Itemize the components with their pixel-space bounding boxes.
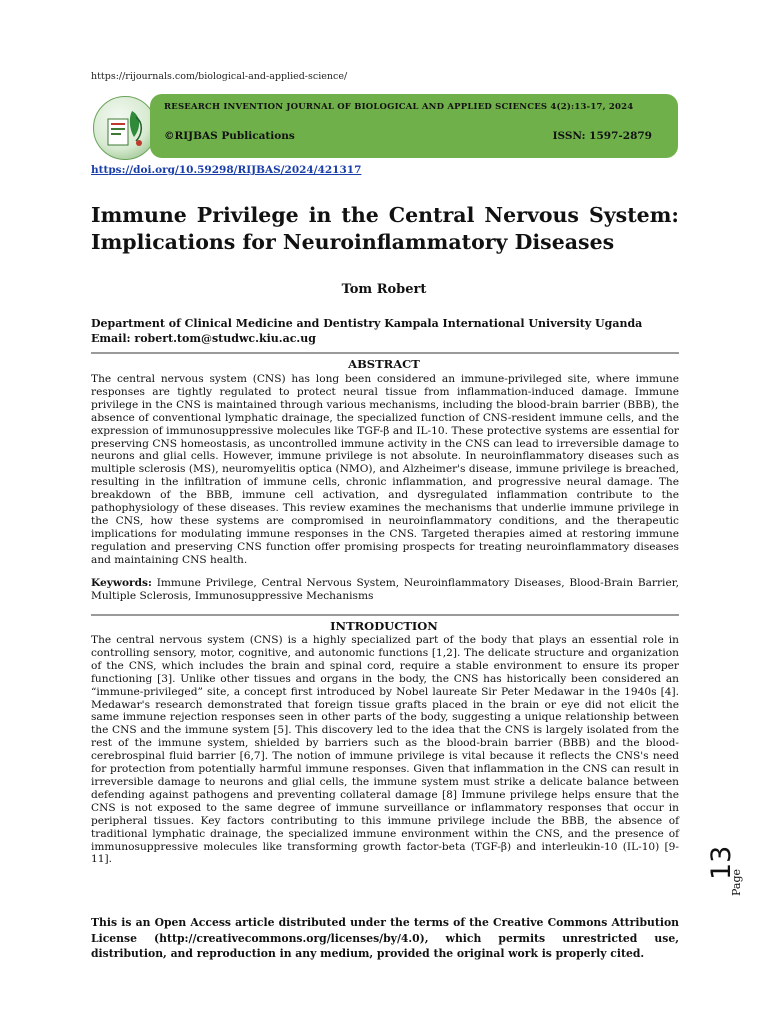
license-notice: This is an Open Access article distributed under the terms of the Creative Commons Attribution License (http://creativecommons.org/licenses/by/4.0), which permits unrestricted use, distribution, and reproduction in any medium, provided the original work is properly cited.	[91, 916, 679, 960]
publisher: ©RIJBAS Publications	[164, 130, 295, 142]
journal-banner	[150, 94, 678, 158]
author-name: Tom Robert	[341, 282, 427, 297]
page-label: Page	[730, 868, 743, 896]
doi-link[interactable]: https://doi.org/10.59298/RIJBAS/2024/421317	[91, 164, 362, 176]
abstract-text: The central nervous system (CNS) has long been considered an immune-privileged site, where immune responses are tightly regulated to protect neural tissue from inflammation-induced damage. Immune privilege in the CNS is maintained through various mechanisms, including the blood-brain barrier (BBB), the absence of conventional lymphatic drainage, the specialized function of CNS-resident immune cells, and the expression of immunosuppressive molecules like TGF-β and IL-10. These protective systems are essential for preserving CNS homeostasis, as uncontrolled immune activity in the CNS can lead to irreversible damage to neurons and glial cells. However, immune privilege is not absolute. In neuroinflammatory diseases such as multiple sclerosis (MS), neuromyelitis optica (NMO), and Alzheimer's disease, immune privilege is breached, resulting in the infiltration of immune cells, chronic inflammation, and progressive neural damage. The breakdown of the BBB, immune cell activation, and dysregulated inflammation contribute to the pathophysiology of these diseases. This review examines the mechanisms that underlie immune privilege in the CNS, how these systems are compromised in neuroinflammatory conditions, and the therapeutic implications for modulating immune responses in the CNS. Targeted therapies aimed at restoring immune regulation and preserving CNS function offer promising prospects for treating neuroinflammatory diseases and maintaining CNS health.	[91, 373, 679, 566]
keywords-list: Immune Privilege, Central Nervous System, Neuroinflammatory Diseases, Blood-Brain Barrier, Multiple Sclerosis, Immunosuppressive Mechanisms	[91, 577, 679, 602]
keywords	[91, 577, 679, 603]
page-number	[700, 830, 760, 900]
journal-name: RESEARCH INVENTION JOURNAL OF BIOLOGICAL AND APPLIED SCIENCES 4(2):13-17, 2024	[164, 102, 634, 112]
abstract-heading: ABSTRACT	[348, 357, 420, 371]
introduction-heading: INTRODUCTION	[330, 619, 438, 633]
issn: ISSN: 1597-2879	[552, 130, 652, 142]
article-title: Immune Privilege in the Central Nervous System: Implications for Neuroinflammatory Diseases	[91, 203, 679, 254]
journal-url[interactable]: https://rijournals.com/biological-and-applied-science/	[91, 71, 348, 82]
email: Email: robert.tom@studwc.kiu.ac.ug	[91, 332, 316, 345]
divider	[91, 614, 679, 616]
keywords-label: Keywords:	[91, 577, 152, 589]
affiliation	[91, 316, 679, 346]
page-number-value: 13	[706, 845, 737, 880]
divider	[91, 352, 679, 354]
department: Department of Clinical Medicine and Dentistry Kampala International University Uganda	[91, 317, 643, 330]
journal-logo	[93, 96, 157, 160]
introduction-text: The central nervous system (CNS) is a highly specialized part of the body that plays an essential role in controlling sensory, motor, cognitive, and autonomic functions [1,2]. The delicate structure and organization of the CNS, which includes the brain and spinal cord, require a stable environment to ensure its proper functioning [3]. Unlike other tissues and organs in the body, the CNS has historically been considered an “immune-privileged” site, a concept first introduced by Nobel laureate Sir Peter Medawar in the 1940s [4]. Medawar's research demonstrated that foreign tissue grafts placed in the brain or eye did not elicit the same immune rejection responses seen in other parts of the body, suggesting a unique relationship between the CNS and the immune system [5]. This discovery led to the idea that the CNS is largely isolated from the rest of the immune system, shielded by barriers such as the blood-brain barrier (BBB) and the blood-cerebrospinal fluid barrier [6,7]. The notion of immune privilege is vital because it reflects the CNS's need for protection from potentially harmful immune responses. Given that inflammation in the CNS can result in irreversible damage to neurons and glial cells, the immune system must strike a delicate balance between defending against pathogens and preventing collateral damage [8] Immune privilege helps ensure that the CNS is not exposed to the same degree of immune surveillance or inflammatory responses that occur in peripheral tissues. Key factors contributing to this immune privilege include the BBB, the absence of traditional lymphatic drainage, the specialized immune environment within the CNS, and the presence of immunosuppressive molecules like transforming growth factor-beta (TGF-β) and interleukin-10 (IL-10) [9-11].	[91, 634, 679, 866]
logo-emblem-icon	[94, 97, 156, 159]
